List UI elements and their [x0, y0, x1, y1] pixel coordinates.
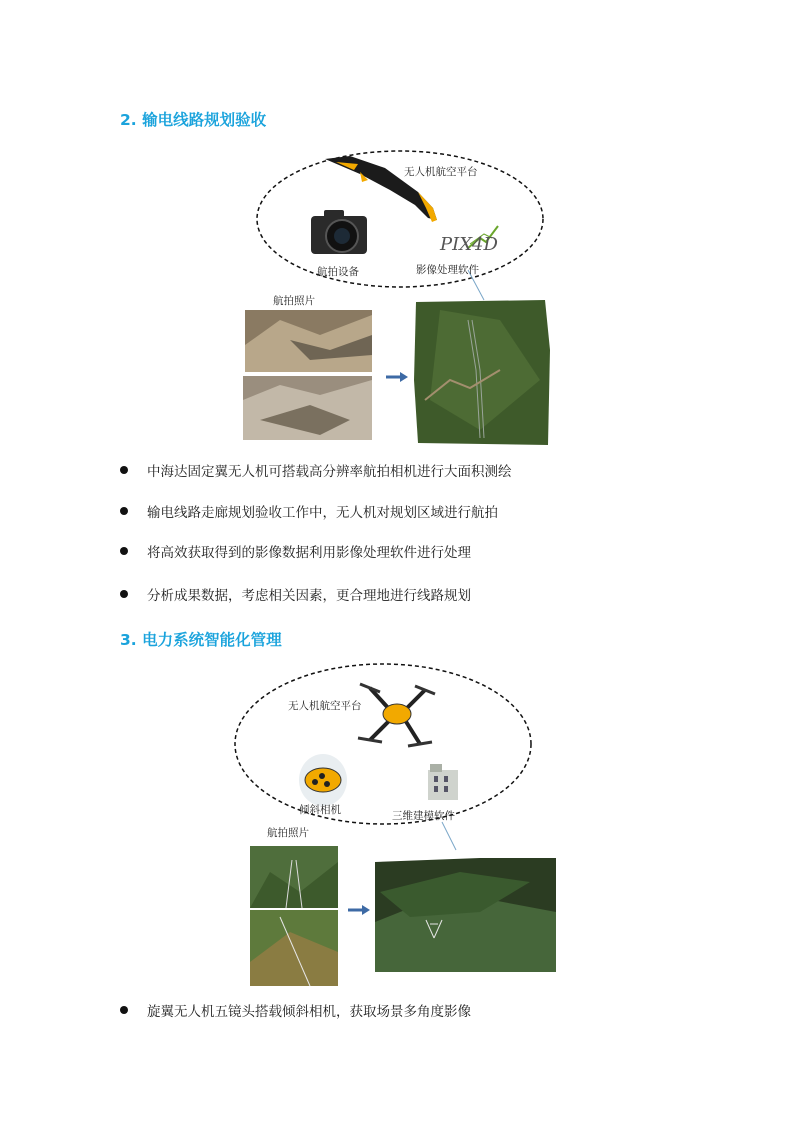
section-2-heading: 2. 输电线路规划验收 — [120, 111, 267, 129]
system-ellipse — [257, 151, 543, 287]
figure-smart-management — [230, 662, 570, 992]
building-model-icon — [428, 764, 458, 800]
software-label: 影像处理软件 — [416, 264, 479, 276]
system-ellipse — [235, 664, 531, 824]
camera-icon — [311, 210, 367, 254]
list-item — [120, 504, 498, 522]
photos-label: 航拍照片 — [267, 827, 309, 839]
bullet-icon — [120, 507, 128, 515]
camera-label: 倾斜相机 — [299, 804, 341, 816]
list-item — [120, 463, 512, 481]
bullet-icon — [120, 590, 128, 598]
list-item — [120, 1003, 471, 1021]
list-item — [120, 544, 471, 562]
platform-label: 无人机航空平台 — [288, 700, 362, 712]
bullet-text: 输电线路走廊规划验收工作中，无人机对规划区域进行航拍 — [147, 505, 498, 521]
bullet-icon — [120, 547, 128, 555]
pix4d-logo-icon — [439, 226, 498, 255]
bullet-text: 将高效获取得到的影像数据利用影像处理软件进行处理 — [147, 545, 471, 561]
bullet-icon — [120, 1006, 128, 1014]
bullet-text: 旋翼无人机五镜头搭载倾斜相机，获取场景多角度影像 — [147, 1004, 471, 1020]
bullet-text: 分析成果数据，考虑相关因素，更合理地进行线路规划 — [147, 588, 471, 604]
figure-powerline-planning — [240, 150, 560, 450]
platform-label: 无人机航空平台 — [404, 166, 478, 178]
software-label: 三维建模软件 — [392, 810, 455, 822]
orthomosaic-image — [414, 300, 550, 445]
bullet-text: 中海达固定翼无人机可搭载高分辨率航拍相机进行大面积测绘 — [147, 464, 512, 480]
quadcopter-drone-icon — [358, 684, 435, 746]
photos-label: 航拍照片 — [273, 295, 315, 307]
section-3-heading: 3. 电力系统智能化管理 — [120, 631, 282, 649]
camera-label: 航拍设备 — [317, 266, 359, 278]
3d-model-image — [375, 858, 556, 972]
oblique-camera-icon — [299, 754, 347, 806]
list-item — [120, 587, 471, 605]
pix4d-logo-text: PIX4D — [440, 234, 498, 255]
bullet-icon — [120, 466, 128, 474]
